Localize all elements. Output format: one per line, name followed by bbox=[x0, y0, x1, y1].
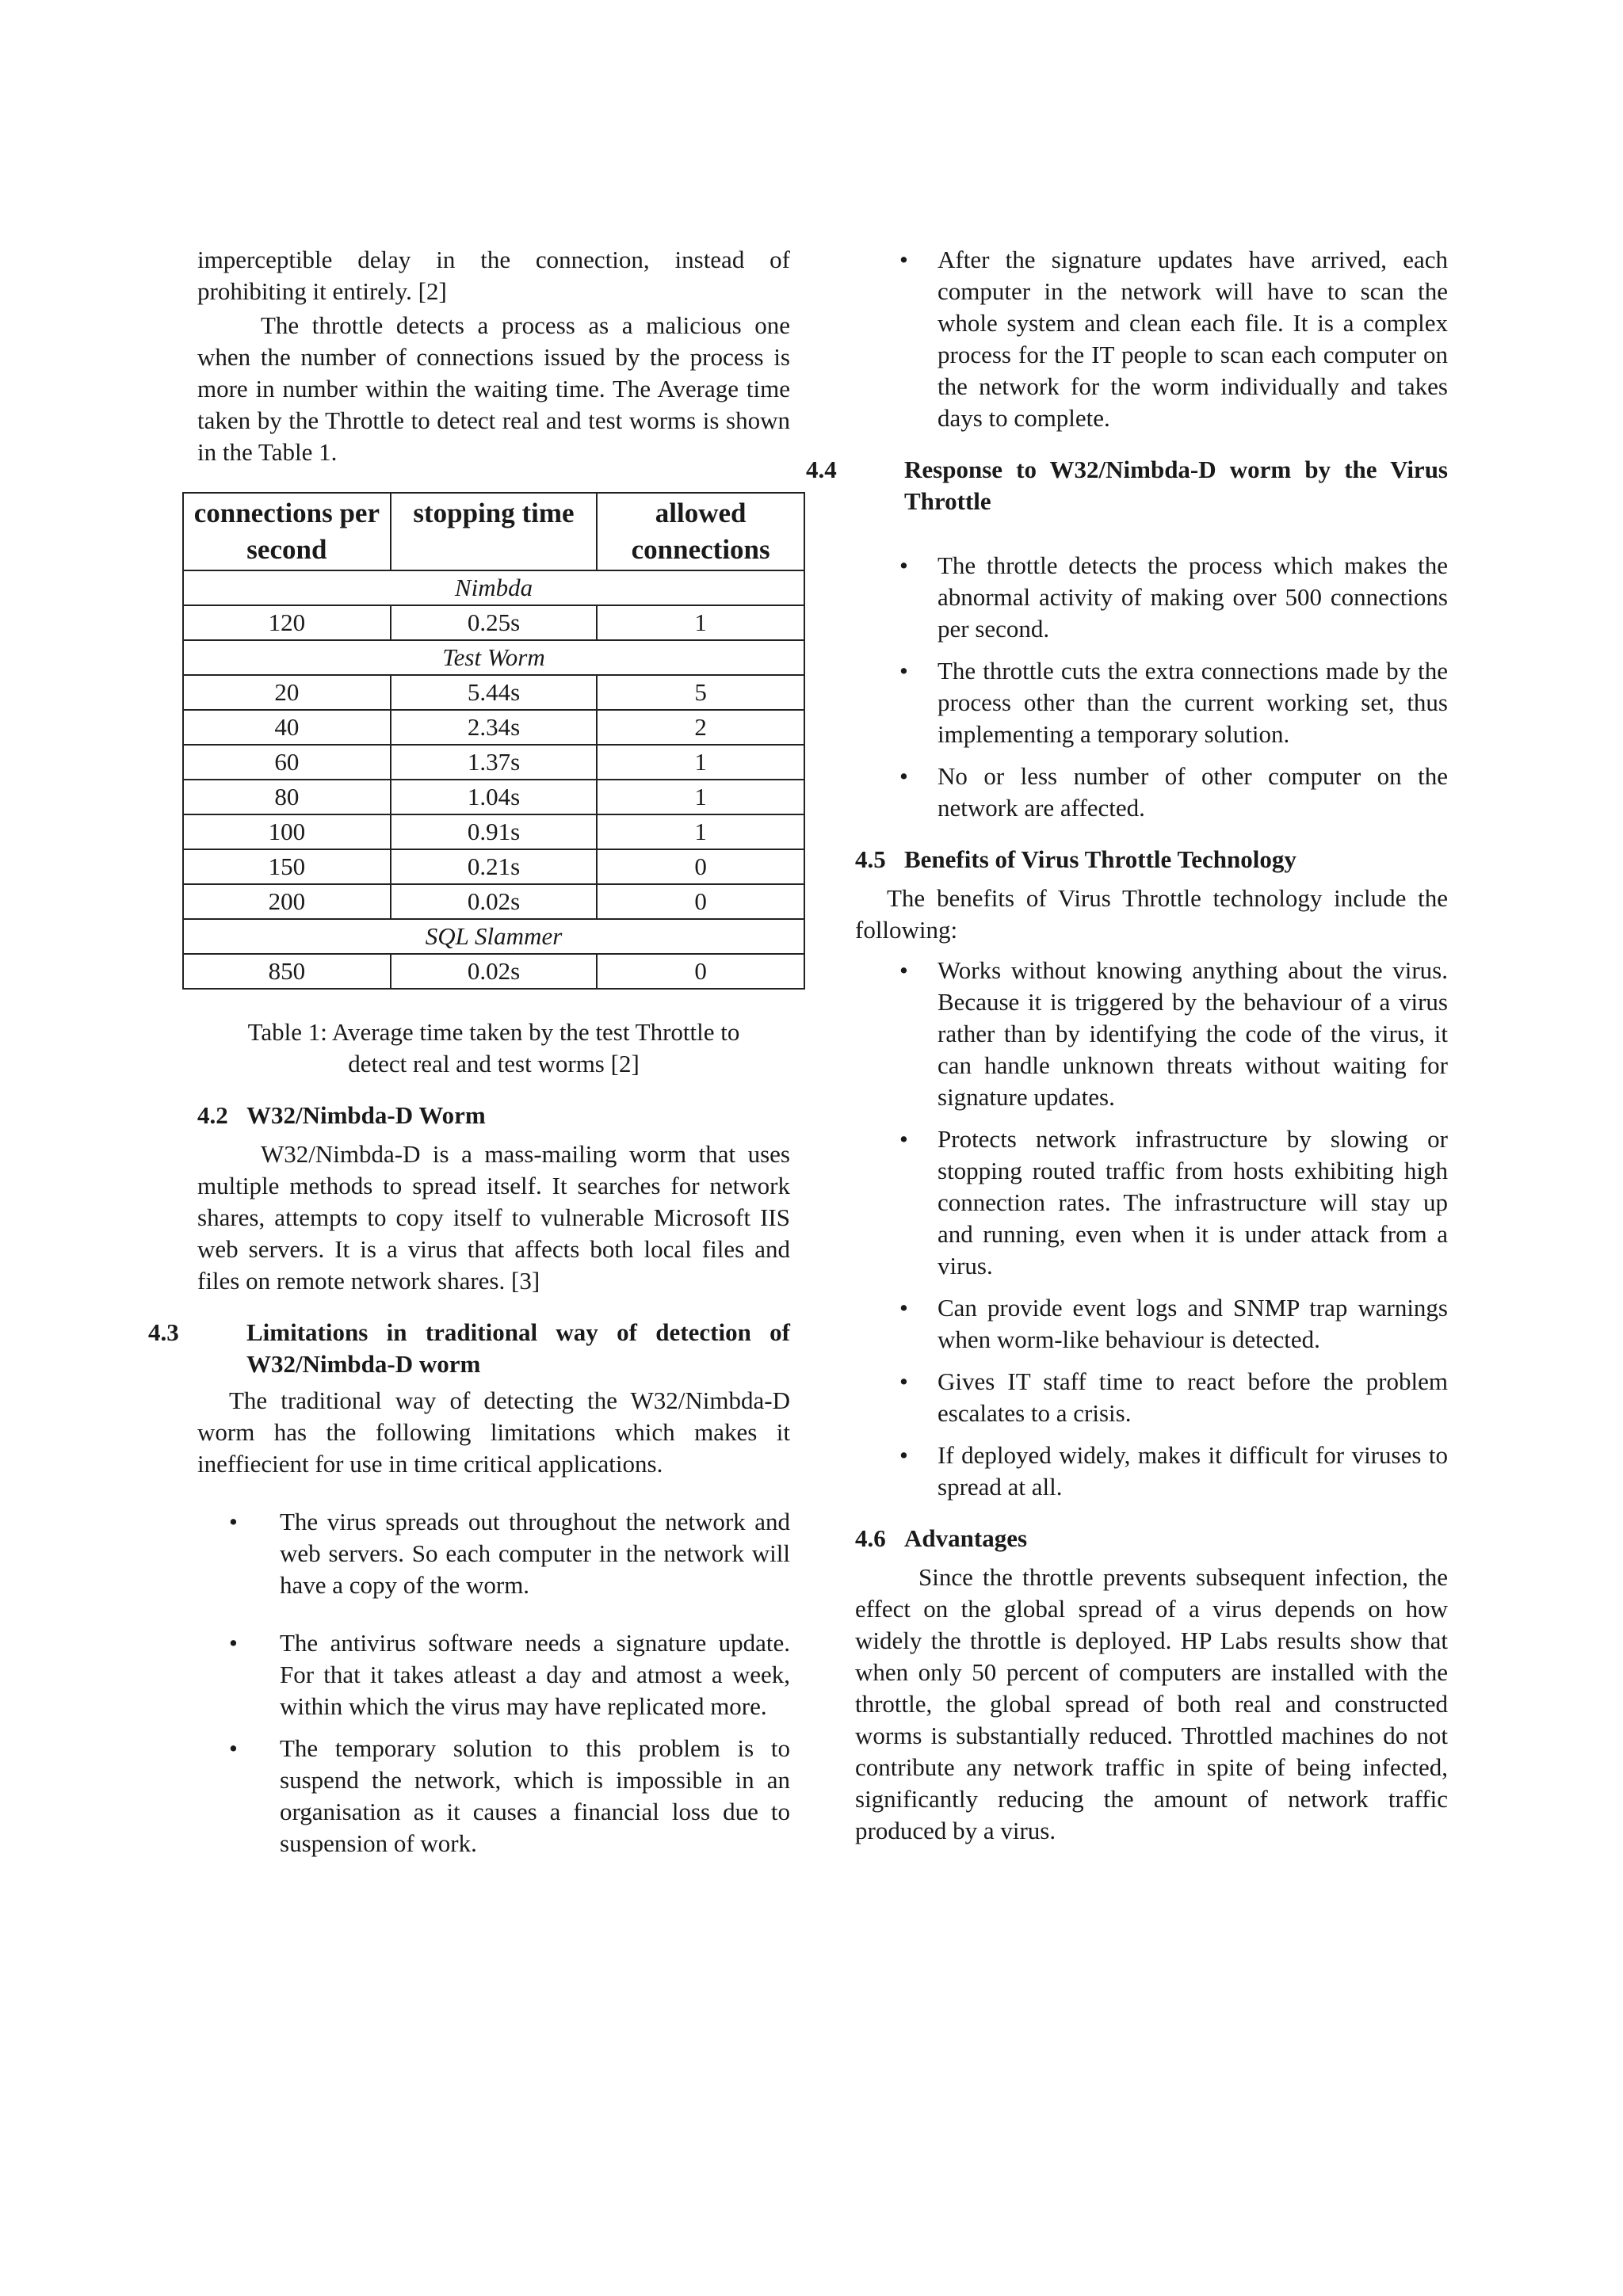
table-cell: 5.44s bbox=[391, 675, 598, 710]
section-4-6-heading bbox=[855, 1523, 1448, 1554]
section-title: Benefits of Virus Throttle Technology bbox=[904, 845, 1296, 873]
table-row bbox=[183, 675, 804, 710]
limitations-list bbox=[197, 1506, 790, 1859]
table-cell: 1 bbox=[597, 780, 804, 814]
table-cell: 1 bbox=[597, 814, 804, 849]
group-label-nimbda: Nimbda bbox=[183, 570, 804, 605]
table-row bbox=[183, 780, 804, 814]
header-stopping-time: stopping time bbox=[391, 493, 598, 570]
table-cell: 20 bbox=[183, 675, 391, 710]
table-row bbox=[183, 849, 804, 884]
table-group-row bbox=[183, 919, 804, 954]
table-cell: 100 bbox=[183, 814, 391, 849]
table-row bbox=[183, 605, 804, 640]
caption-line: detect real and test worms [2] bbox=[348, 1050, 640, 1077]
right-column bbox=[806, 244, 1448, 1847]
table-cell: 0.02s bbox=[391, 954, 598, 989]
caption-line: Table 1: Average time taken by the test Throttle to bbox=[247, 1018, 740, 1046]
list-item: • Can provide event logs and SNMP trap warnings when worm-like behaviour is detected. bbox=[855, 1292, 1448, 1356]
table-cell: 0 bbox=[597, 849, 804, 884]
benefits-list bbox=[855, 955, 1448, 1503]
section-number: 4.2 bbox=[197, 1101, 228, 1129]
list-item: • If deployed widely, makes it difficult for viruses to spread at all. bbox=[855, 1440, 1448, 1503]
list-item: • Protects network infrastructure by slowing or stopping routed traffic from hosts exhibiting high connection rates. The infrastructure will stay up and running, even when it is under attack from a virus. bbox=[855, 1123, 1448, 1282]
table-cell: 0.91s bbox=[391, 814, 598, 849]
list-item: • The antivirus software needs a signature update. For that it takes atleast a day and atmost a week, within which the virus may have replicated more. bbox=[197, 1627, 790, 1722]
section-4-2-heading bbox=[197, 1100, 790, 1131]
table-cell: 1 bbox=[597, 745, 804, 780]
table-cell: 60 bbox=[183, 745, 391, 780]
section-number: 4.3 bbox=[148, 1318, 179, 1346]
section-number: 4.6 bbox=[855, 1524, 886, 1552]
section-4-3-heading bbox=[148, 1317, 790, 1380]
section-4-2-body: W32/Nimbda-D is a mass-mailing worm that uses multiple methods to spread itself. It searches for network shares, attempts to copy itself to vulnerable Microsoft IIS web servers. It is a virus that affects both local files and files on remote network shares. [3] bbox=[197, 1140, 790, 1295]
response-list bbox=[855, 550, 1448, 824]
group-label-sql-slammer: SQL Slammer bbox=[183, 919, 804, 954]
list-item: • After the signature updates have arrived, each computer in the network will have to scan the whole system and clean each file. It is a complex process for the IT people to scan each computer on the network for the worm individually and takes days to complete. bbox=[855, 244, 1448, 434]
table-cell: 0 bbox=[597, 884, 804, 919]
list-item: • No or less number of other computer on the network are affected. bbox=[855, 761, 1448, 824]
section-4-3-intro: The traditional way of detecting the W32/Nimbda-D worm has the following limitations which makes it ineffiecient for use in time critical applications. bbox=[197, 1386, 790, 1478]
intro-paragraph: The throttle detects a process as a malicious one when the number of connections issued by the process is more in number within the waiting time. The Average time taken by the Throttle to detect real and test worms is shown in the Table 1. bbox=[197, 311, 790, 466]
table-row bbox=[183, 954, 804, 989]
results-table bbox=[182, 492, 805, 990]
table-cell: 40 bbox=[183, 710, 391, 745]
table-cell: 850 bbox=[183, 954, 391, 989]
table-cell: 1.04s bbox=[391, 780, 598, 814]
table-cell: 1.37s bbox=[391, 745, 598, 780]
list-item: • Gives IT staff time to react before the problem escalates to a crisis. bbox=[855, 1366, 1448, 1429]
list-item: • The virus spreads out throughout the network and web servers. So each computer in the network will have a copy of the worm. bbox=[197, 1506, 790, 1601]
section-4-4-heading bbox=[806, 454, 1448, 517]
table-cell: 5 bbox=[597, 675, 804, 710]
table-header-row bbox=[183, 493, 804, 570]
list-item: • Works without knowing anything about the virus. Because it is triggered by the behaviour of a virus rather than by identifying the code of the virus, it can handle unknown threats without waiting for signature updates. bbox=[855, 955, 1448, 1113]
table-row bbox=[183, 710, 804, 745]
section-title: W32/Nimbda-D Worm bbox=[246, 1101, 486, 1129]
group-label-test-worm: Test Worm bbox=[183, 640, 804, 675]
section-title: Limitations in traditional way of detection of W32/Nimbda-D worm bbox=[246, 1318, 790, 1378]
header-connections-per-second: connections per second bbox=[183, 493, 391, 570]
table-cell: 1 bbox=[597, 605, 804, 640]
section-number: 4.4 bbox=[806, 456, 837, 483]
table-cell: 0.02s bbox=[391, 884, 598, 919]
section-title: Response to W32/Nimbda-D worm by the Virus Throttle bbox=[904, 456, 1448, 515]
table-row bbox=[183, 814, 804, 849]
table-caption bbox=[197, 1016, 790, 1080]
list-item: • The throttle cuts the extra connections made by the process other than the current working set, thus implementing a temporary solution. bbox=[855, 655, 1448, 750]
table-cell: 150 bbox=[183, 849, 391, 884]
table-cell: 2.34s bbox=[391, 710, 598, 745]
section-4-6-body: Since the throttle prevents subsequent infection, the effect on the global spread of a virus depends on how widely the throttle is deployed. HP Labs results show that when only 50 percent of computers are installed with the throttle, the global spread of both real and constructed worms is substantially reduced. Throttled machines do not contribute any network traffic in spite of being infected, significantly reducing the amount of network traffic produced by a virus. bbox=[855, 1563, 1448, 1844]
left-column bbox=[148, 244, 790, 1859]
table-cell: 0 bbox=[597, 954, 804, 989]
table-cell: 120 bbox=[183, 605, 391, 640]
top-bullet-list bbox=[855, 244, 1448, 434]
table-cell: 80 bbox=[183, 780, 391, 814]
table-cell: 200 bbox=[183, 884, 391, 919]
list-item: • The throttle detects the process which makes the abnormal activity of making over 500 connections per second. bbox=[855, 550, 1448, 645]
section-number: 4.5 bbox=[855, 845, 886, 873]
section-4-5-intro: The benefits of Virus Throttle technology include the following: bbox=[855, 884, 1448, 944]
intro-tail-paragraph: imperceptible delay in the connection, instead of prohibiting it entirely. [2] bbox=[197, 246, 790, 305]
section-4-5-heading bbox=[855, 844, 1448, 875]
list-item: • The temporary solution to this problem is to suspend the network, which is impossible in an organisation as it causes a financial loss due to suspension of work. bbox=[197, 1733, 790, 1859]
table-row bbox=[183, 884, 804, 919]
table-cell: 2 bbox=[597, 710, 804, 745]
table-cell: 0.25s bbox=[391, 605, 598, 640]
section-title: Advantages bbox=[904, 1524, 1028, 1552]
header-allowed-connections: allowed connections bbox=[597, 493, 804, 570]
table-row bbox=[183, 745, 804, 780]
table-cell: 0.21s bbox=[391, 849, 598, 884]
table-group-row bbox=[183, 570, 804, 605]
table-group-row bbox=[183, 640, 804, 675]
